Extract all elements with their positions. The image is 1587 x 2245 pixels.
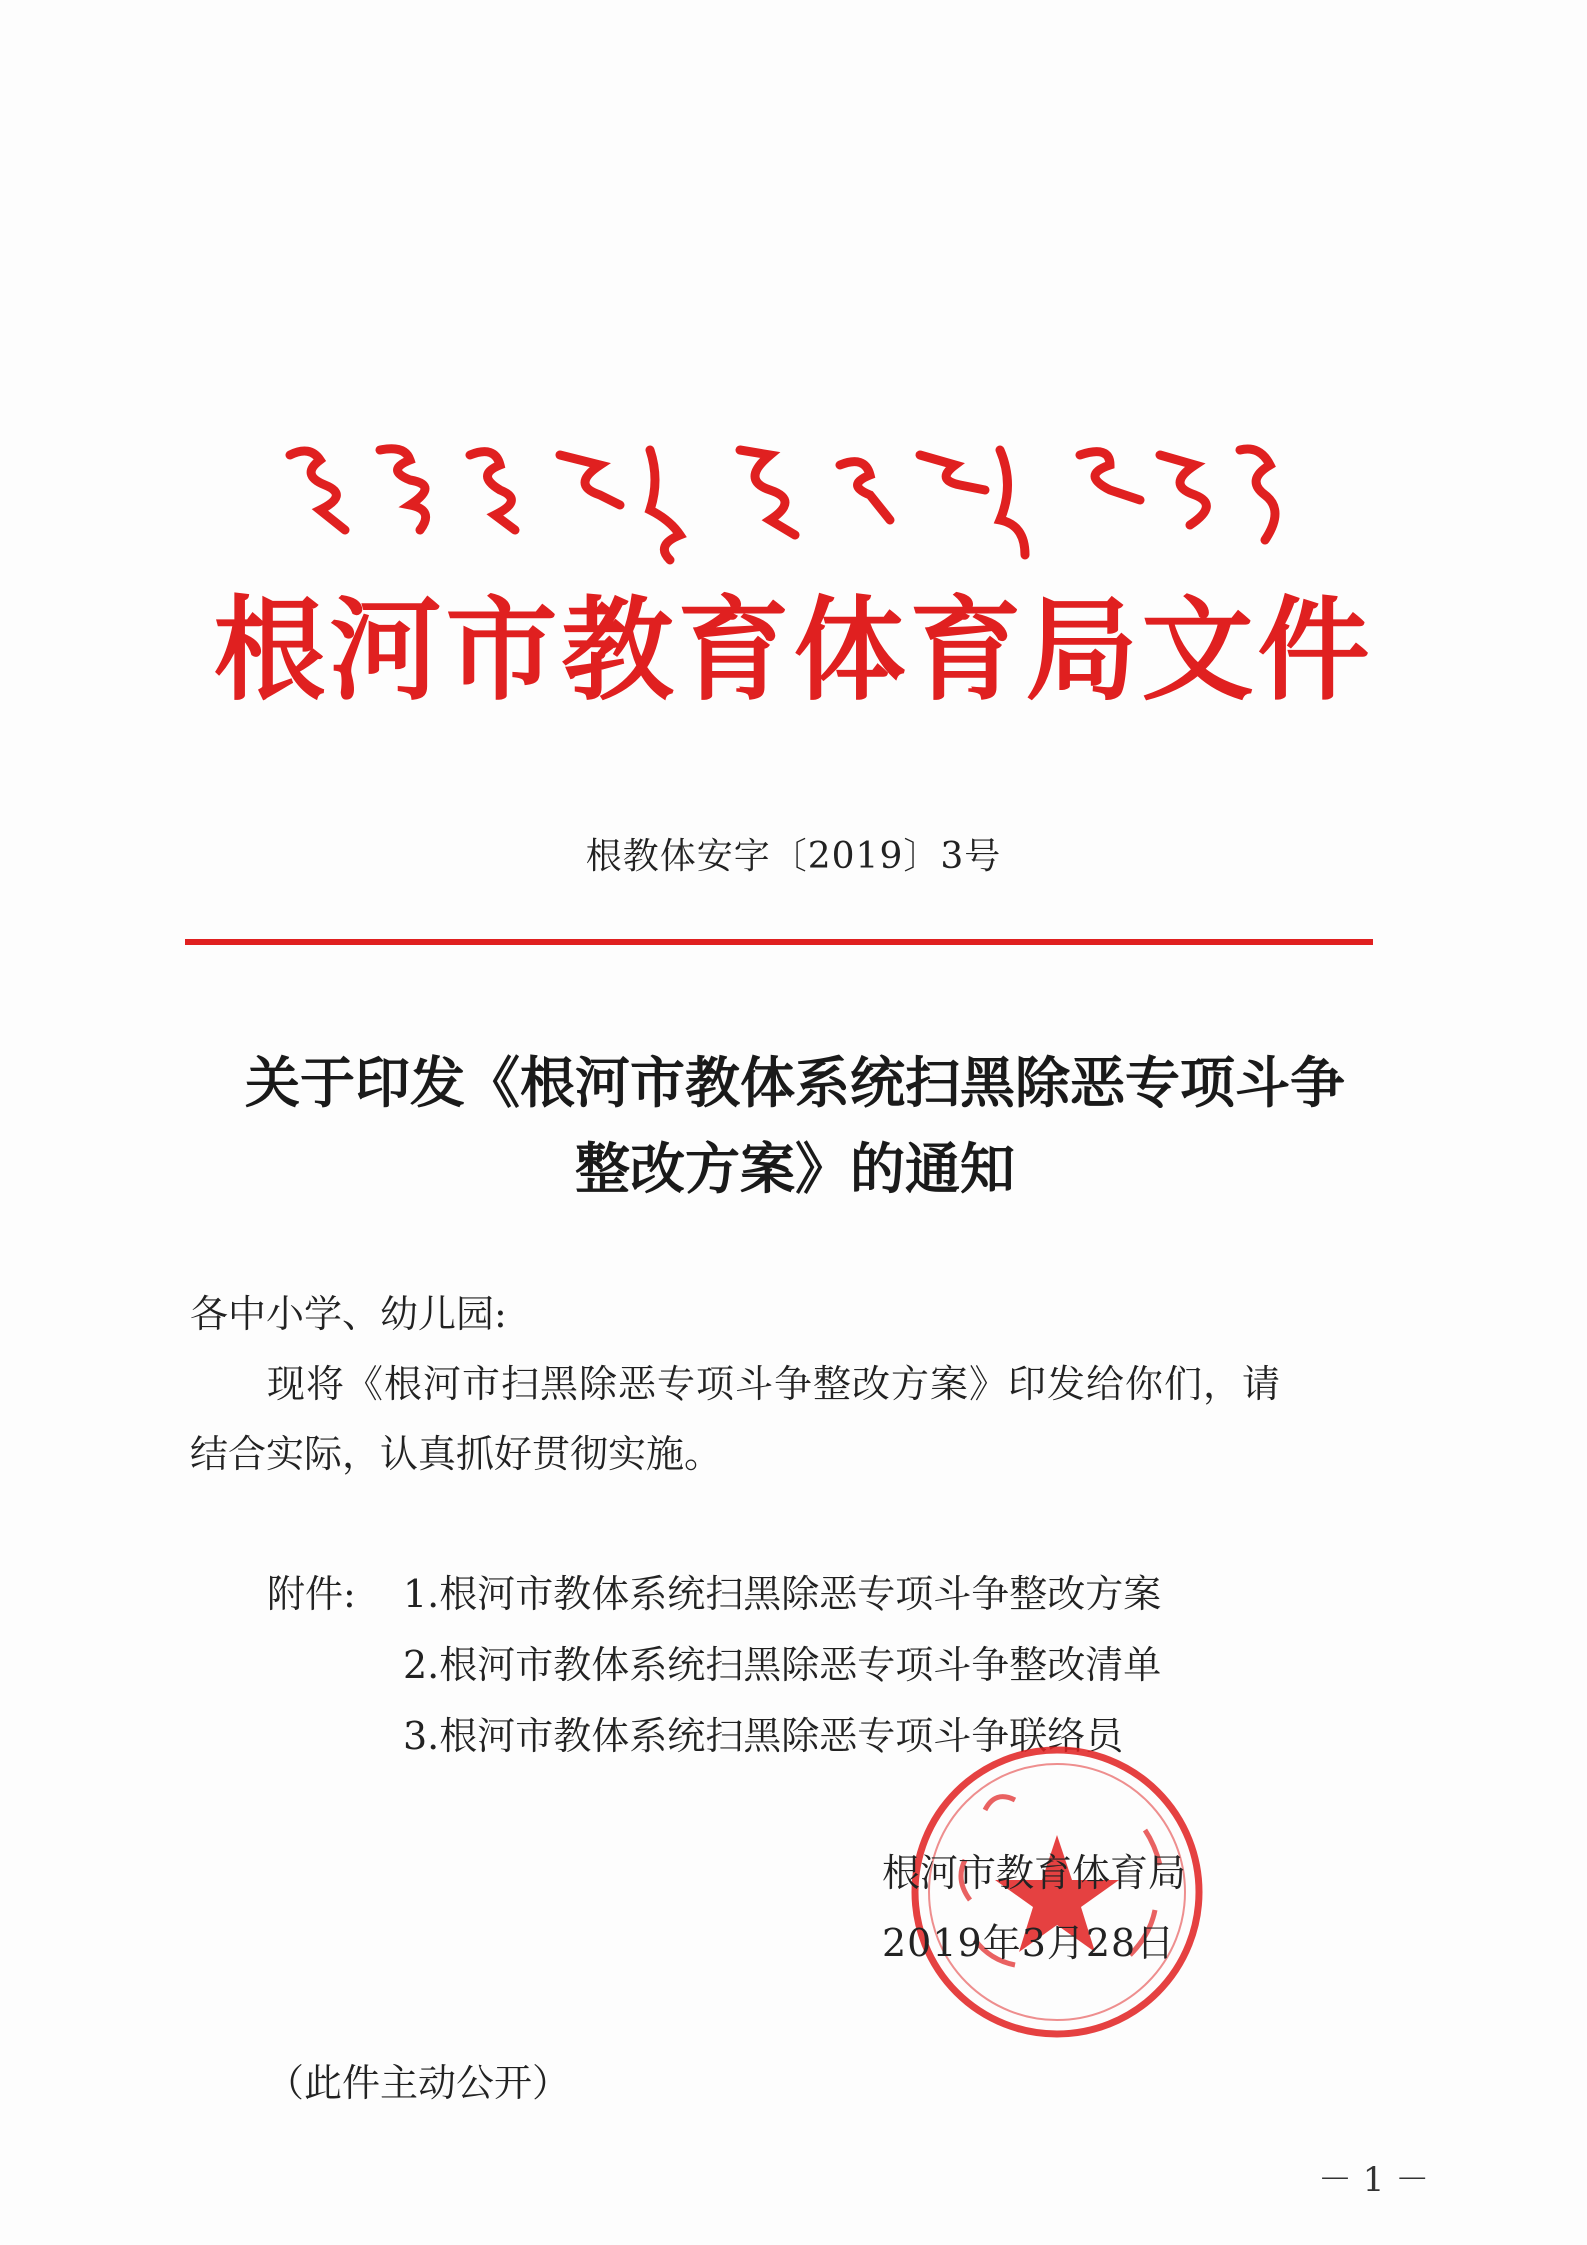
page-number: － 1 － [1318,2160,1430,2200]
mongolian-script-graphic [270,425,1300,575]
attachments-label: 附件: [267,1572,356,1616]
notice-title [150,1040,1440,1212]
signing-date: 2019年3月28日 [882,1921,1176,1965]
document-number: 根教体安字〔2019〕3号 [585,836,1002,877]
attachment-item-3: 3.根河市教体系统扫黑除恶专项斗争联络员 [403,1714,1124,1758]
mongolian-script-header [270,425,1300,575]
attachment-item-1: 1.根河市教体系统扫黑除恶专项斗争整改方案 [403,1572,1162,1616]
red-divider-line [185,939,1373,945]
notice-title-line-1: 关于印发《根河市教体系统扫黑除恶专项斗争 [244,1050,1345,1115]
body-paragraph-line-1: 现将《根河市扫黑除恶专项斗争整改方案》印发给你们，请 [267,1362,1282,1406]
signing-authority: 根河市教育体育局 [882,1851,1187,1895]
attachment-item-2: 2.根河市教体系统扫黑除恶专项斗争整改清单 [403,1643,1162,1687]
notice-title-line-2: 整改方案》的通知 [574,1136,1015,1201]
body-paragraph-line-2: 结合实际，认真抓好贯彻实施。 [190,1432,723,1476]
issuer-title: 根河市教育体育局文件 [213,586,1374,716]
disclosure-note: （此件主动公开） [266,2061,571,2105]
salutation: 各中小学、幼儿园: [190,1292,507,1336]
